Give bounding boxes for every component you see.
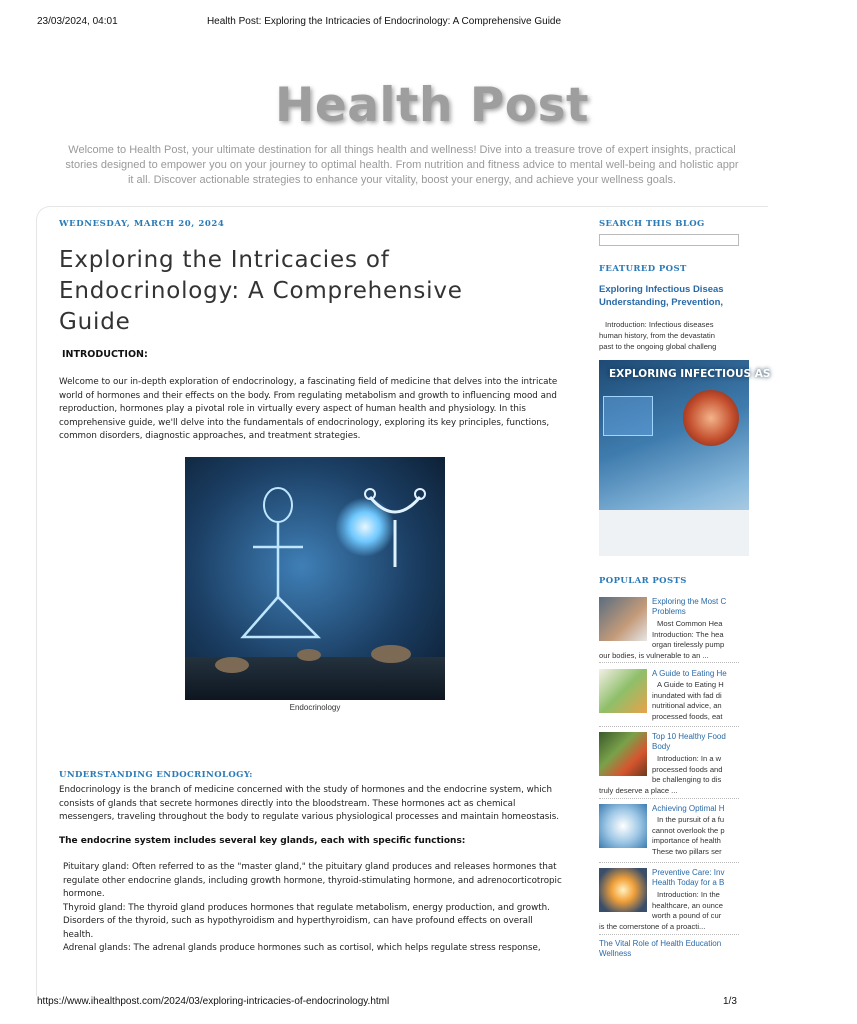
popular-post-snippet-line: worth a pound of cur (652, 911, 722, 920)
popular-divider (599, 862, 739, 863)
popular-post-title-line: A Guide to Eating He (652, 669, 727, 678)
stone-shape (215, 657, 249, 673)
popular-post-title-line: Preventive Care: Inv (652, 868, 725, 877)
popular-post-snippet-line: A Guide to Eating H (657, 680, 724, 689)
meditating-figure-icon (233, 477, 333, 667)
featured-snippet-line: past to the ongoing global challeng (599, 342, 717, 351)
blog-description-line: Welcome to Health Post, your ultimate destination for all things health and wellness! Dive into a treasure trove of expert insights, practical (68, 144, 736, 156)
virus-icon (683, 390, 739, 446)
popular-post-snippet-line: Most Common Hea (657, 619, 723, 628)
print-datetime: 23/03/2024, 04:01 (37, 16, 118, 27)
popular-post-snippet-line: cannot overlook the p (652, 825, 725, 835)
intro-paragraph: Welcome to our in-depth exploration of endocrinology, a fascinating field of medicine that delves into the intricate world of hormones and their effects on the body. From regulating metabolism and growth to influencing mood and reproduction, hormones play a pivotal role in virtually every aspect of human health and physiology. In this comprehensive guide, we'll delve into the fundamentals of endocrinology, exploring its key principles, functions, common disorders, diagnostic approaches, and treatment strategies. (59, 377, 558, 441)
popular-post-snippet-line: our bodies, is vulnerable to an ... (599, 650, 709, 660)
image-caption: Endocrinology (289, 703, 341, 712)
key-glands-heading: The endocrine system includes several key glands, each with specific functions: (59, 836, 466, 846)
blog-description-line: stories designed to empower you on your journey to optimal health. From nutrition and fitness advice to mental well-being and holistic appr (65, 159, 739, 171)
featured-title-line: Exploring Infectious Diseas (599, 284, 724, 295)
popular-post-item[interactable] (599, 732, 739, 800)
gland-item-thyroid: Thyroid gland: The thyroid gland produces hormones that regulate metabolism, energy production, and growth. Disorders of the thyroid, such as hypothyroidism and hyperthyroidism, can have profound effects on overall health. (63, 902, 550, 940)
section-paragraph: Endocrinology is the branch of medicine concerned with the study of hormones and the endocrine system, which consists of glands that secrete hormones directly into the bloodstream. These hormones act as chemical messengers, traveling throughout the body to regulate various physiological processes and maintain homeostasis. (59, 785, 560, 822)
print-page-title: Health Post: Exploring the Intricacies of Endocrinology: A Comprehensive Guide (206, 16, 562, 27)
popular-post-snippet-line: processed foods and (652, 764, 723, 774)
popular-post-link-line: The Vital Role of Health Education (599, 939, 722, 948)
popular-post-thumbnail[interactable] (599, 732, 647, 776)
featured-title-line: Understanding, Prevention, (599, 297, 724, 308)
popular-post-link[interactable] (599, 939, 721, 959)
section-heading: UNDERSTANDING ENDOCRINOLOGY: (59, 770, 253, 780)
popular-divider (599, 934, 739, 935)
popular-post-title-line: Achieving Optimal H (652, 804, 725, 813)
popular-post-title[interactable] (652, 868, 772, 888)
featured-snippet (599, 319, 799, 352)
endocrinology-image[interactable] (185, 457, 445, 700)
sidebar (599, 206, 771, 996)
popular-post-snippet-line: importance of health (652, 836, 721, 845)
post-title: Exploring the Intricacies of Endocrinology: A Comprehensive Guide (59, 247, 463, 335)
blog-description-line: it all. Discover actionable strategies to enhance your vitality, boost your energy, and achieve your wellness goals. (127, 174, 677, 186)
popular-post-snippet-line: Introduction: The hea (652, 629, 724, 639)
monitor-screen-icon (603, 396, 653, 436)
popular-post-snippet-line: Introduction: In the (657, 890, 720, 899)
popular-post-title-line: Body (652, 742, 671, 751)
print-url: https://www.ihealthpost.com/2024/03/exploring-intricacies-of-endocrinology.html (37, 996, 390, 1007)
popular-heading: POPULAR POSTS (599, 576, 687, 586)
popular-post-snippet-line: organ tirelessly pump (652, 640, 725, 649)
popular-post-snippet-line: is the cornerstone of a proacti... (599, 921, 706, 931)
popular-post-title-line: Health Today for a B (652, 878, 725, 887)
popular-post-title[interactable] (652, 804, 772, 814)
popular-divider (599, 662, 739, 663)
popular-post-title-line: Top 10 Healthy Food (652, 732, 726, 741)
popular-post-title[interactable] (652, 597, 772, 617)
popular-divider (599, 798, 739, 799)
popular-post-snippet-line: healthcare, an ounce (652, 900, 723, 910)
popular-post-thumbnail[interactable] (599, 868, 647, 912)
stone-shape (371, 645, 411, 663)
popular-post-item[interactable] (599, 597, 739, 665)
popular-post-snippet-line: Introduction: In a w (657, 754, 722, 763)
conference-room-floor (599, 510, 749, 556)
popular-post-thumbnail[interactable] (599, 804, 647, 848)
blog-description (36, 143, 768, 189)
popular-post-snippet-line: nutritional advice, an (652, 701, 722, 710)
post-date: WEDNESDAY, MARCH 20, 2024 (59, 219, 225, 229)
gland-item-pituitary: Pituitary gland: Often referred to as the "master gland," the pituitary gland produces and releases hormones that regulate other endocrine glands, including growth hormone, thyroid-stimulating hormone, and adrenocorticotropic hormone. (63, 862, 562, 899)
gland-list (63, 861, 563, 956)
search-input[interactable] (599, 234, 739, 246)
popular-post-snippet-line: be challenging to dis (652, 775, 722, 784)
featured-heading: FEATURED POST (599, 264, 687, 274)
print-page-number: 1/3 (723, 996, 737, 1007)
featured-post-title[interactable] (599, 283, 779, 309)
popular-post-thumbnail[interactable] (599, 597, 647, 641)
popular-post-snippet-line: In the pursuit of a fu (657, 815, 725, 824)
popular-post-title[interactable] (652, 732, 772, 752)
popular-post-thumbnail[interactable] (599, 669, 647, 713)
popular-post-title-line: Exploring the Most C (652, 597, 727, 606)
featured-snippet-line: human history, from the devastatin (599, 331, 715, 340)
popular-divider (599, 726, 739, 727)
popular-post-link-line: Wellness (599, 949, 632, 958)
popular-post-snippet-line: processed foods, eat (652, 711, 723, 721)
gland-item-adrenal: Adrenal glands: The adrenal glands produce hormones such as cortisol, which helps regulate stress response, (63, 943, 541, 953)
featured-post-image[interactable] (599, 360, 771, 556)
blog-title[interactable]: Health Post (275, 78, 590, 133)
featured-image-banner: EXPLORING INFECTIOUS AS (609, 368, 771, 380)
print-header (0, 16, 768, 30)
popular-post-snippet-line: These two pillars ser (652, 846, 722, 856)
popular-post-title-line: Problems (652, 607, 686, 616)
stone-shape (297, 649, 321, 661)
popular-post-snippet-line: inundated with fad di (652, 690, 722, 700)
popular-post-snippet-line: truly deserve a place ... (599, 785, 678, 795)
featured-snippet-line: Introduction: Infectious diseases (605, 320, 714, 329)
popular-post-title[interactable] (652, 669, 772, 679)
popular-post-item[interactable] (599, 868, 739, 936)
uterus-symbol-icon (365, 482, 425, 572)
intro-heading: INTRODUCTION: (62, 349, 148, 360)
search-heading: SEARCH THIS BLOG (599, 219, 705, 229)
